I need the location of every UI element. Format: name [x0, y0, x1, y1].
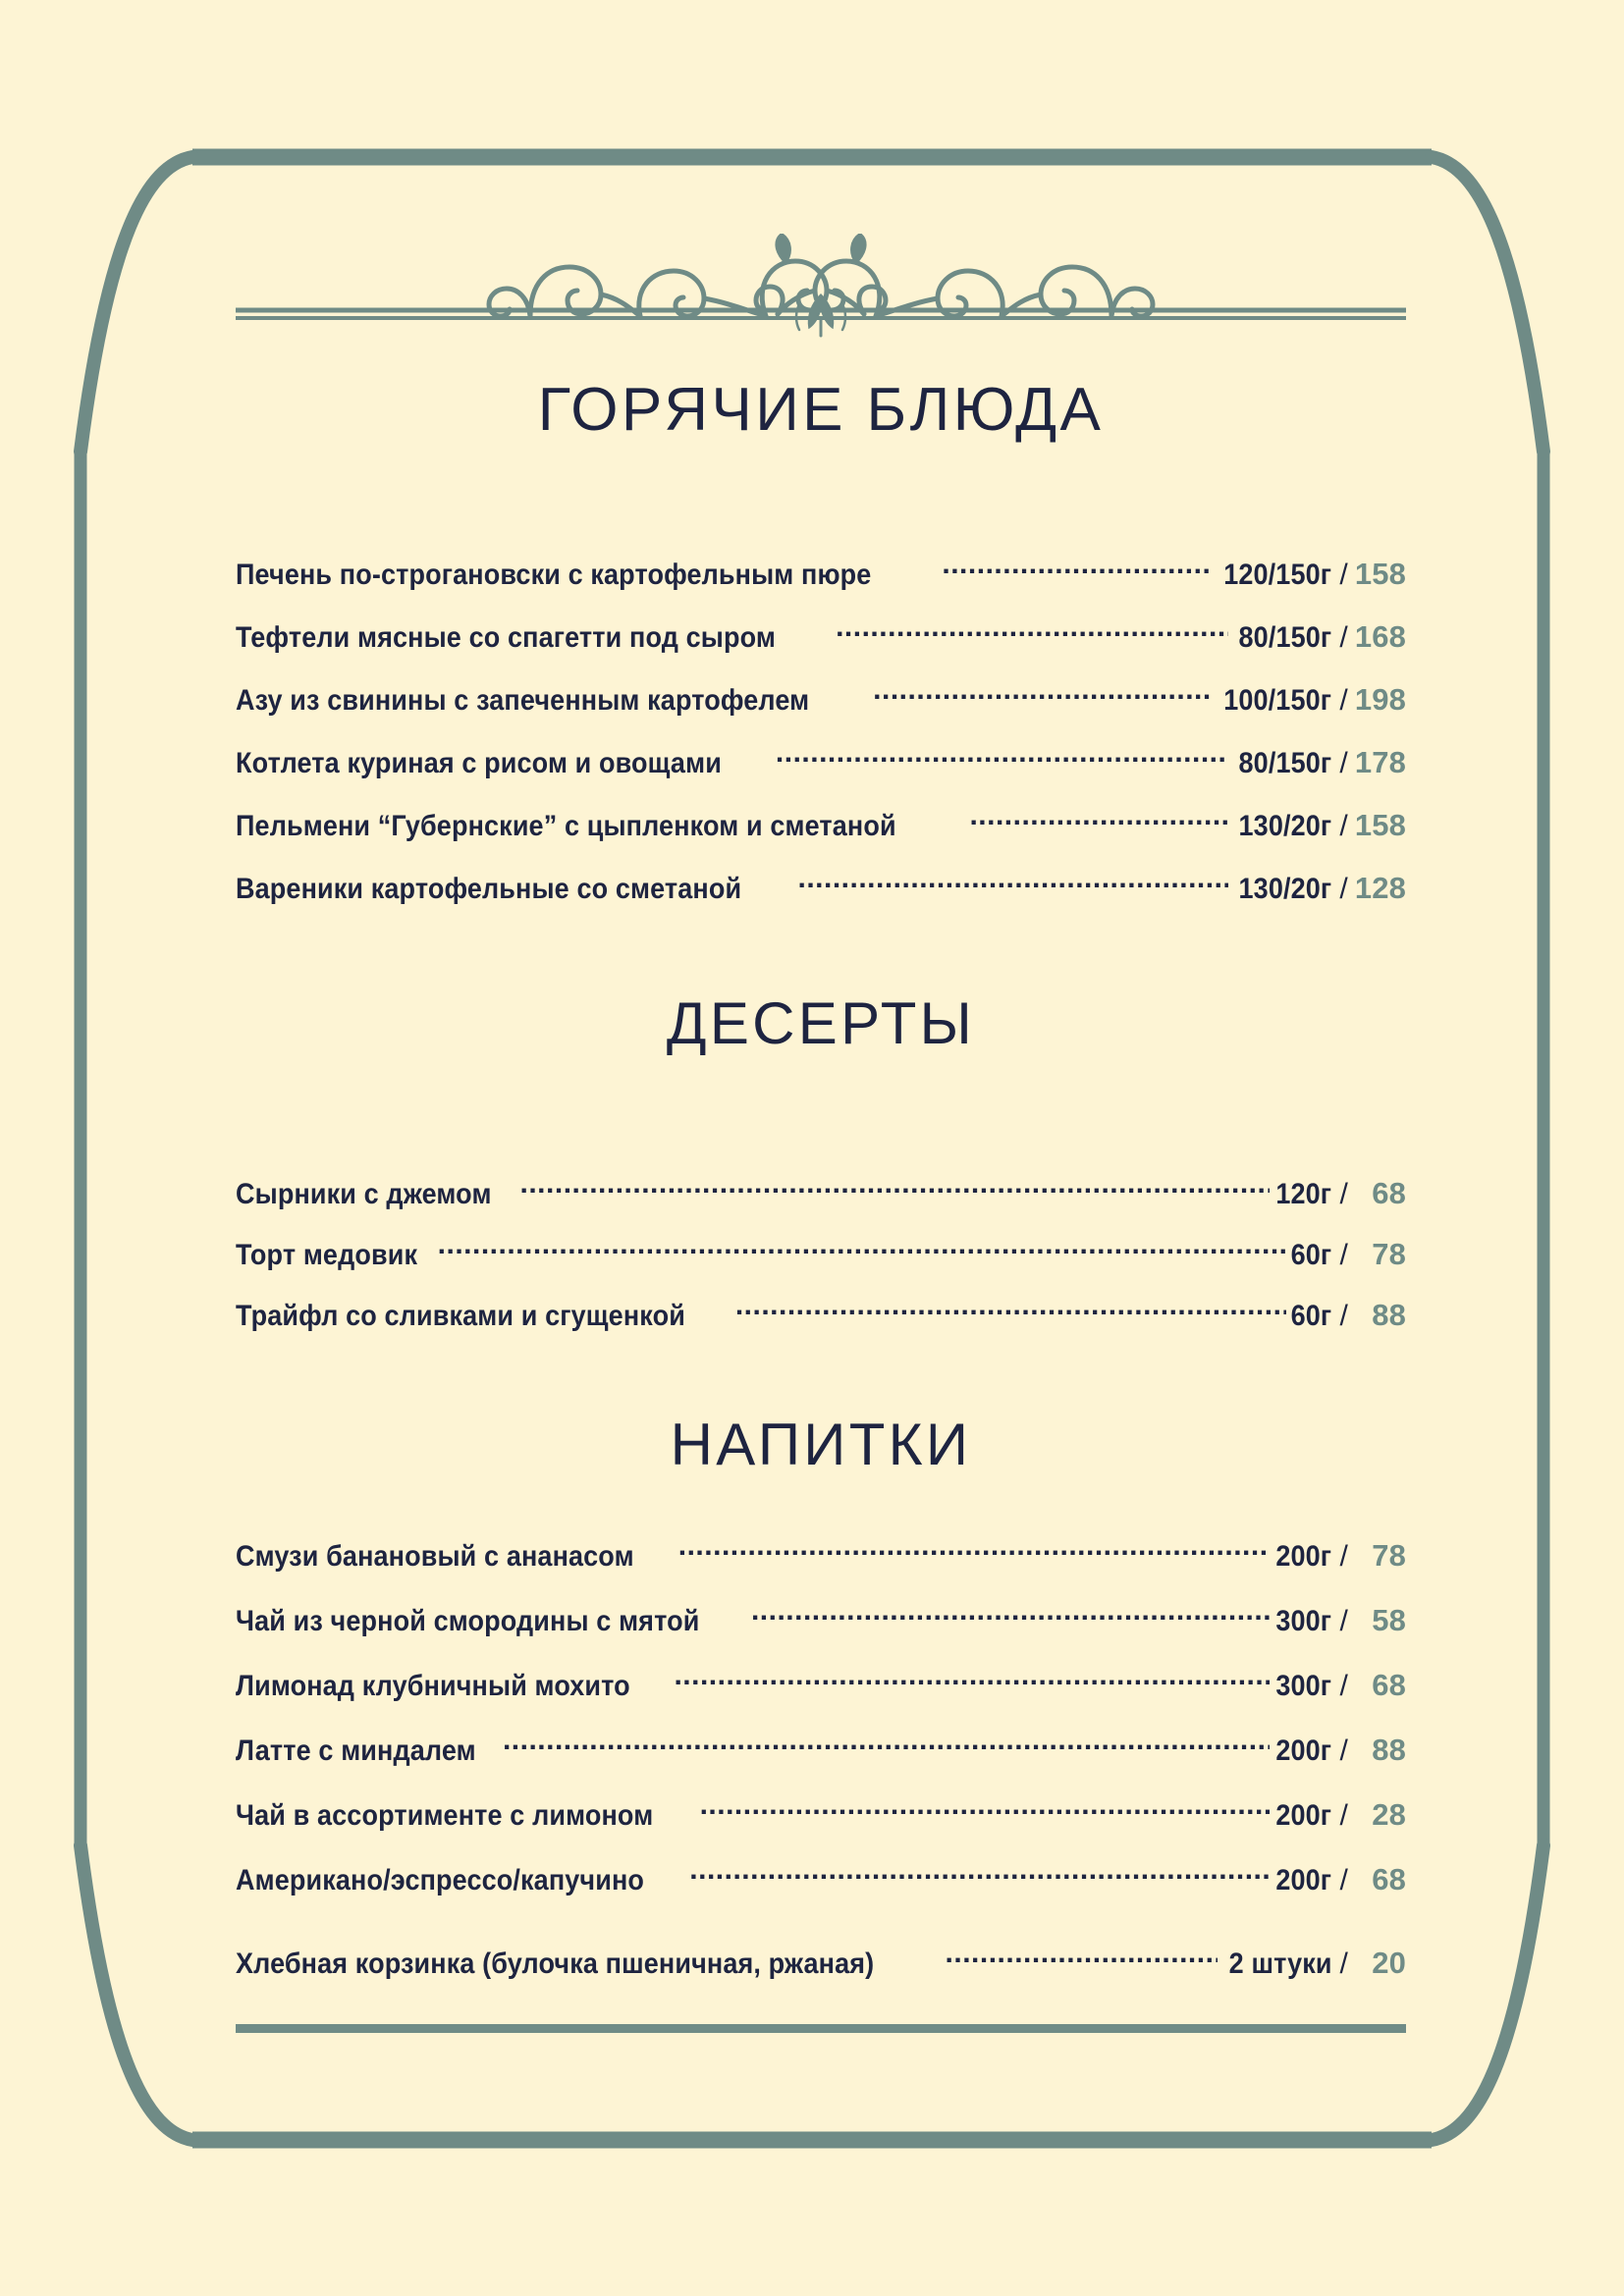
menu-item-weight: 60г [1290, 1239, 1332, 1271]
menu-item-weight: 200г [1275, 1799, 1332, 1832]
dot-leader [503, 1731, 1270, 1760]
menu-item-name: Тефтели мясные со спагетти под сыром [236, 621, 776, 654]
menu-item-weight: 60г [1290, 1300, 1332, 1332]
menu-list-desserts [236, 1174, 1406, 1357]
menu-item-name: Пельмени “Губернские” с цыпленком и сметаной [236, 810, 896, 842]
decorative-flourish-divider [236, 234, 1406, 342]
dot-leader [520, 1174, 1271, 1203]
menu-item-weight: 80/150г [1238, 747, 1332, 779]
menu-item-name: Американо/эспрессо/капучино [236, 1864, 645, 1896]
menu-item-price: 78 [1372, 1538, 1406, 1573]
price-separator: / [1339, 810, 1348, 842]
price-separator: / [1339, 873, 1348, 905]
flourish-icon [236, 234, 1406, 342]
price-separator: / [1339, 1735, 1348, 1767]
menu-item-price: 68 [1372, 1176, 1406, 1210]
dot-leader [700, 1795, 1271, 1825]
menu-item-name: Сырники с джемом [236, 1178, 492, 1210]
price-separator: / [1339, 747, 1348, 779]
menu-item-weight: 120г [1275, 1178, 1332, 1210]
menu-item-price: 198 [1354, 682, 1406, 717]
menu-item-row [236, 1944, 1406, 1981]
menu-item-name: Лимонад клубничный мохито [236, 1670, 630, 1702]
menu-item-name: Трайфл со сливками и сгущенкой [236, 1300, 685, 1332]
price-separator: / [1339, 1239, 1348, 1271]
menu-item-row [236, 1860, 1406, 1897]
menu-item-price: 20 [1372, 1946, 1406, 1980]
menu-item-name: Хлебная корзинка (булочка пшеничная, ржаная) [236, 1948, 875, 1980]
menu-item-weight: 100/150г [1223, 684, 1332, 717]
menu-item-name: Печень по-строгановски с картофельным пюре [236, 559, 872, 591]
menu-item-weight: 200г [1275, 1735, 1332, 1767]
section-heading-desserts: ДЕСЕРТЫ [666, 990, 976, 1056]
price-separator: / [1339, 1300, 1348, 1332]
menu-item-name: Торт медовик [236, 1239, 418, 1271]
menu-item-row [236, 1666, 1406, 1703]
price-separator: / [1339, 559, 1348, 591]
menu-item-price: 128 [1354, 871, 1406, 905]
price-separator: / [1339, 1799, 1348, 1832]
price-separator: / [1339, 1178, 1348, 1210]
menu-item-row [236, 1795, 1406, 1833]
dot-leader [438, 1235, 1287, 1264]
menu-item-weight: 80/150г [1238, 621, 1332, 654]
menu-list-extra [236, 1944, 1406, 1981]
menu-item-name: Смузи банановый с ананасом [236, 1540, 634, 1573]
section-heading-hot-dishes: ГОРЯЧИЕ БЛЮДА [537, 376, 1105, 444]
menu-item-price: 68 [1372, 1668, 1406, 1702]
dot-leader [969, 806, 1228, 835]
bottom-divider-rule [236, 2024, 1406, 2033]
dot-leader [946, 1944, 1218, 1973]
menu-item-row [236, 1536, 1406, 1574]
menu-list-hot-dishes [236, 555, 1406, 932]
price-separator: / [1339, 1864, 1348, 1896]
dot-leader [689, 1860, 1270, 1890]
menu-item-price: 168 [1354, 619, 1406, 654]
price-separator: / [1339, 684, 1348, 717]
dot-leader [798, 869, 1229, 898]
price-separator: / [1339, 1605, 1348, 1637]
menu-item-row [236, 806, 1406, 843]
price-separator: / [1339, 1948, 1348, 1980]
dot-leader [674, 1666, 1270, 1695]
menu-item-price: 88 [1372, 1298, 1406, 1332]
menu-item-price: 178 [1354, 745, 1406, 779]
menu-item-price: 158 [1354, 808, 1406, 842]
menu-item-name: Азу из свинины с запеченным картофелем [236, 684, 810, 717]
menu-item-weight: 200г [1275, 1864, 1332, 1896]
menu-item-name: Чай в ассортименте с лимоном [236, 1799, 654, 1832]
menu-item-price: 58 [1372, 1603, 1406, 1637]
menu-item-price: 78 [1372, 1237, 1406, 1271]
menu-item-row [236, 1731, 1406, 1768]
menu-item-weight: 130/20г [1238, 873, 1332, 905]
menu-item-row [236, 1235, 1406, 1272]
dot-leader [735, 1296, 1286, 1325]
menu-item-weight: 300г [1275, 1605, 1332, 1637]
dot-leader [678, 1536, 1271, 1566]
menu-item-price: 28 [1372, 1797, 1406, 1832]
menu-item-name: Котлета куриная с рисом и овощами [236, 747, 722, 779]
menu-item-price: 68 [1372, 1862, 1406, 1896]
dot-leader [836, 617, 1228, 647]
menu-item-weight: 300г [1275, 1670, 1332, 1702]
dot-leader [873, 680, 1212, 710]
menu-item-name: Латте с миндалем [236, 1735, 476, 1767]
price-separator: / [1339, 621, 1348, 654]
dot-leader [751, 1601, 1270, 1630]
price-separator: / [1339, 1670, 1348, 1702]
menu-item-price: 158 [1354, 557, 1406, 591]
menu-item-row [236, 743, 1406, 780]
menu-item-name: Вареники картофельные со сметаной [236, 873, 742, 905]
menu-item-row [236, 1601, 1406, 1638]
menu-item-weight: 200г [1275, 1540, 1332, 1573]
dot-leader [942, 555, 1212, 584]
menu-item-weight: 120/150г [1223, 559, 1332, 591]
menu-item-row [236, 617, 1406, 655]
menu-item-row [236, 869, 1406, 906]
dot-leader [776, 743, 1228, 773]
menu-item-row [236, 680, 1406, 718]
menu-item-weight: 2 штуки [1228, 1948, 1332, 1980]
menu-item-weight: 130/20г [1238, 810, 1332, 842]
menu-list-drinks [236, 1536, 1406, 1925]
menu-item-row [236, 555, 1406, 592]
menu-item-name: Чай из черной смородины с мятой [236, 1605, 700, 1637]
menu-item-row [236, 1296, 1406, 1333]
menu-item-price: 88 [1372, 1733, 1406, 1767]
section-heading-drinks: НАПИТКИ [670, 1412, 972, 1477]
menu-item-row [236, 1174, 1406, 1211]
price-separator: / [1339, 1540, 1348, 1573]
